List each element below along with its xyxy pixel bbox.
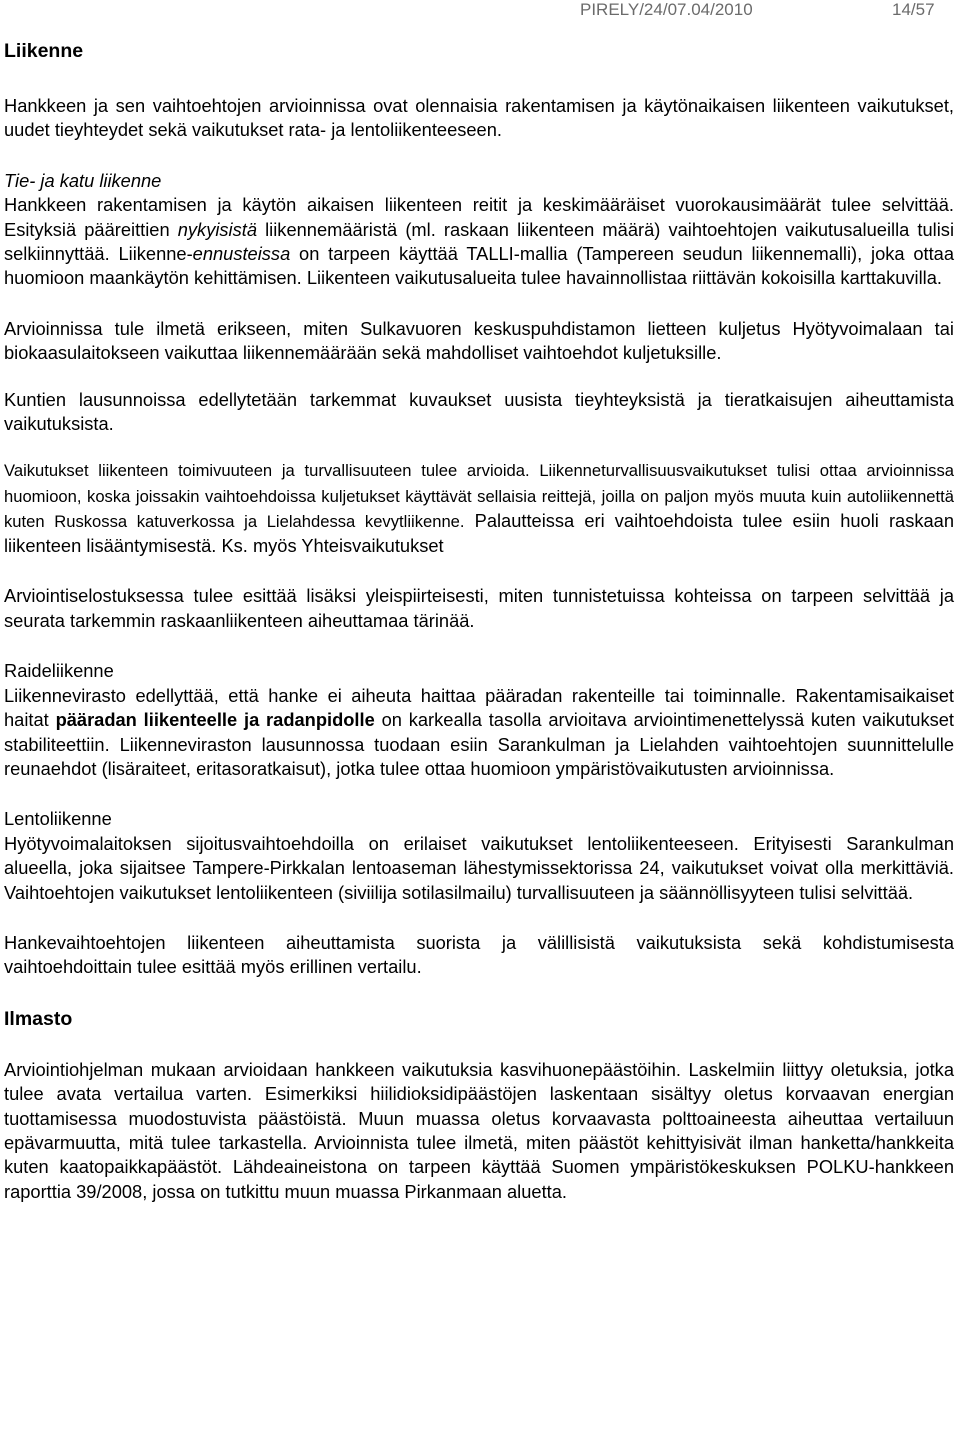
paragraph-hankevaihtoehtojen: Hankevaihtoehtojen liikenteen aiheuttamista suorista ja välillisistä vaikutuksista sekä kohdistumisesta vaihtoehdoittain tulee esittää myös erillinen vertailu. — [4, 931, 954, 978]
paragraph-kuntien: Kuntien lausunnoissa edellytetään tarkemmat kuvaukset uusista tieyhteyksistä ja tieratkaisujen aiheuttamista vaikutuksista. — [4, 388, 954, 435]
document-reference: PIRELY/24/07.04/2010 — [580, 0, 753, 19]
vaikutukset-text-rest: Palautteissa eri vaihtoehdoista tulee esiin huoli raskaan liikenteen lisääntymisestä. Ks. myös Yhteisvaikutukset — [4, 509, 954, 557]
rail-text-bold: pääradan liikenteelle ja radanpidolle — [55, 709, 375, 731]
paragraph-lentoliikenne — [4, 807, 954, 905]
subheading-raideliikenne: Raideliikenne — [4, 660, 114, 682]
paragraph-ilmasto: Arviointiohjelman mukaan arvioidaan hankkeen vaikutuksia kasvihuonepäästöihin. Laskelmiin liittyy oletuksia, jotka tulee avata vertailua varten. Esimerkiksi hiilidioksidipäästöjen laskentaan sisältyy oletus korvaavan energian tuottamisessa muodostuvista päästöistä. Muun muassa oletus korvaavasta polttoaineesta aiheuttaa vertailuun epävarmuutta, mitä tulee tarkastella. Arvioinnista tulee ilmetä, miten päästöt kehittyisivät ilman hanketta/hankkeita kuten kaatopaikkapäästöt. Lähdeaineistona on tarpeen käyttää Suomen ympäristökeskuksen POLKU-hankkeen raporttia 39/2008, jossa on tutkittu muun muassa Pirkanmaan aluetta. — [4, 1058, 954, 1202]
page-header — [0, 0, 960, 20]
vaikutukset-text-small: Vaikutukset liikenteen toimivuuteen ja turvallisuuteen tulee arvioida. Liikenneturvallisuusvaikutukset tulisi ottaa arvioinnissa huomioon, koska joissakin vaihtoehdoissa kuljetukset käyttävät sellaisia reittejä, joilla on paljon myös muuta kuin autoliikennettä kuten Ruskossa katuverkossa ja Lielahdessa kevytliikenne. — [4, 461, 954, 531]
tie-text-3-emphasis: ennusteissa — [192, 243, 291, 265]
section-title-liikenne: Liikenne — [4, 40, 84, 62]
document-body — [4, 38, 954, 1204]
subheading-lentoliikenne: Lentoliikenne — [4, 808, 112, 830]
tie-text-2b: liikennemääristä (ml. raskaan liikenteen määrä) vaihtoehtojen vaikutusalueilla tulisi selkiinnyttää. — [4, 218, 954, 265]
paragraph-arvioinnissa: Arvioinnissa tule ilmetä erikseen, miten Sulkavuoren keskuspuhdistamon lietteen kuljetus Hyötyvoimalaan tai biokaasulaitokseen vaikuttaa liikennemäärään sekä mahdolliset vaihtoehdot kuljetuksille. — [4, 317, 954, 364]
subheading-tie-ja-katu: Tie- ja katu liikenne — [4, 169, 162, 191]
paragraph-intro: Hankkeen ja sen vaihtoehtojen arvioinnissa ovat olennaisia rakentamisen ja käytönaikaisen liikenteen vaikutukset, uudet tieyhteydet sekä vaikutukset rata- ja lentoliikenteeseen. — [4, 95, 954, 141]
rail-text-1: Liikennevirasto edellyttää, että hanke ei aiheuta haittaa pääradan rakenteille tai toiminnalle. Rakentamisaikaiset haitat — [4, 684, 954, 731]
tie-text-3a: Liikenne- — [109, 243, 193, 265]
paragraph-tie-ja-katu — [4, 169, 954, 291]
paragraph-raideliikenne — [4, 659, 954, 781]
paragraph-arviointiselostus: Arviointiselostuksessa tulee esittää lisäksi yleispiirteisesti, miten tunnistetuissa kohteissa on tarpeen selvittää ja seurata tarkemmin raskaanliikenteen aiheuttamaa tärinää. — [4, 585, 954, 631]
page-number: 14/57 — [892, 0, 935, 19]
tie-text-3b: on tarpeen käyttää TALLI-mallia (Tampereen seudun liikennemalli), joka ottaa huomioon maankäytön kehittämisen. Liikenteen vaikutusalueita tulee havainnollistaa riittävän kokoisilla karttakuvilla. — [4, 243, 954, 289]
paragraph-vaikutukset — [4, 458, 954, 558]
tie-text-2-emphasis: nykyisistä — [177, 218, 257, 240]
tie-text-2a: Esityksiä pääreittien — [4, 218, 178, 240]
air-text: Hyötyvoimalaitoksen sijoitusvaihtoehdoilla on erilaiset vaikutukset lentoliikenteeseen. Erityisesti Sarankulman alueella, joka sijaitsee Tampere-Pirkkalan lentoaseman lähestymissektorissa 24, vaikutukset voivat olla merkittäviä. Vaihtoehtojen vaikutukset lentoliikenteen (siviilija sotilasilmailu) turvallisuuteen ja säännöllisyyteen tulisi selvittää. — [4, 832, 954, 903]
section-title-ilmasto: Ilmasto — [4, 1007, 73, 1030]
tie-text-1: Hankkeen rakentamisen ja käytön aikaisen liikenteen reitit ja keskimääräiset vuorokausimäärät tulee selvittää. — [4, 194, 954, 216]
rail-text-2: on karkealla tasolla arvioitava arviointimenettelyssä kuten vaikutukset stabiliteettiin. Liikenneviraston lausunnossa tuodaan esiin Sarankulman ja Lielahden vaihtoehtojen suunnittelulle reunaehdot (lisäraiteet, eritasoratkaisut), jotka tulee ottaa huomioon ympäristövaikutusten arvioinnissa. — [4, 709, 954, 779]
